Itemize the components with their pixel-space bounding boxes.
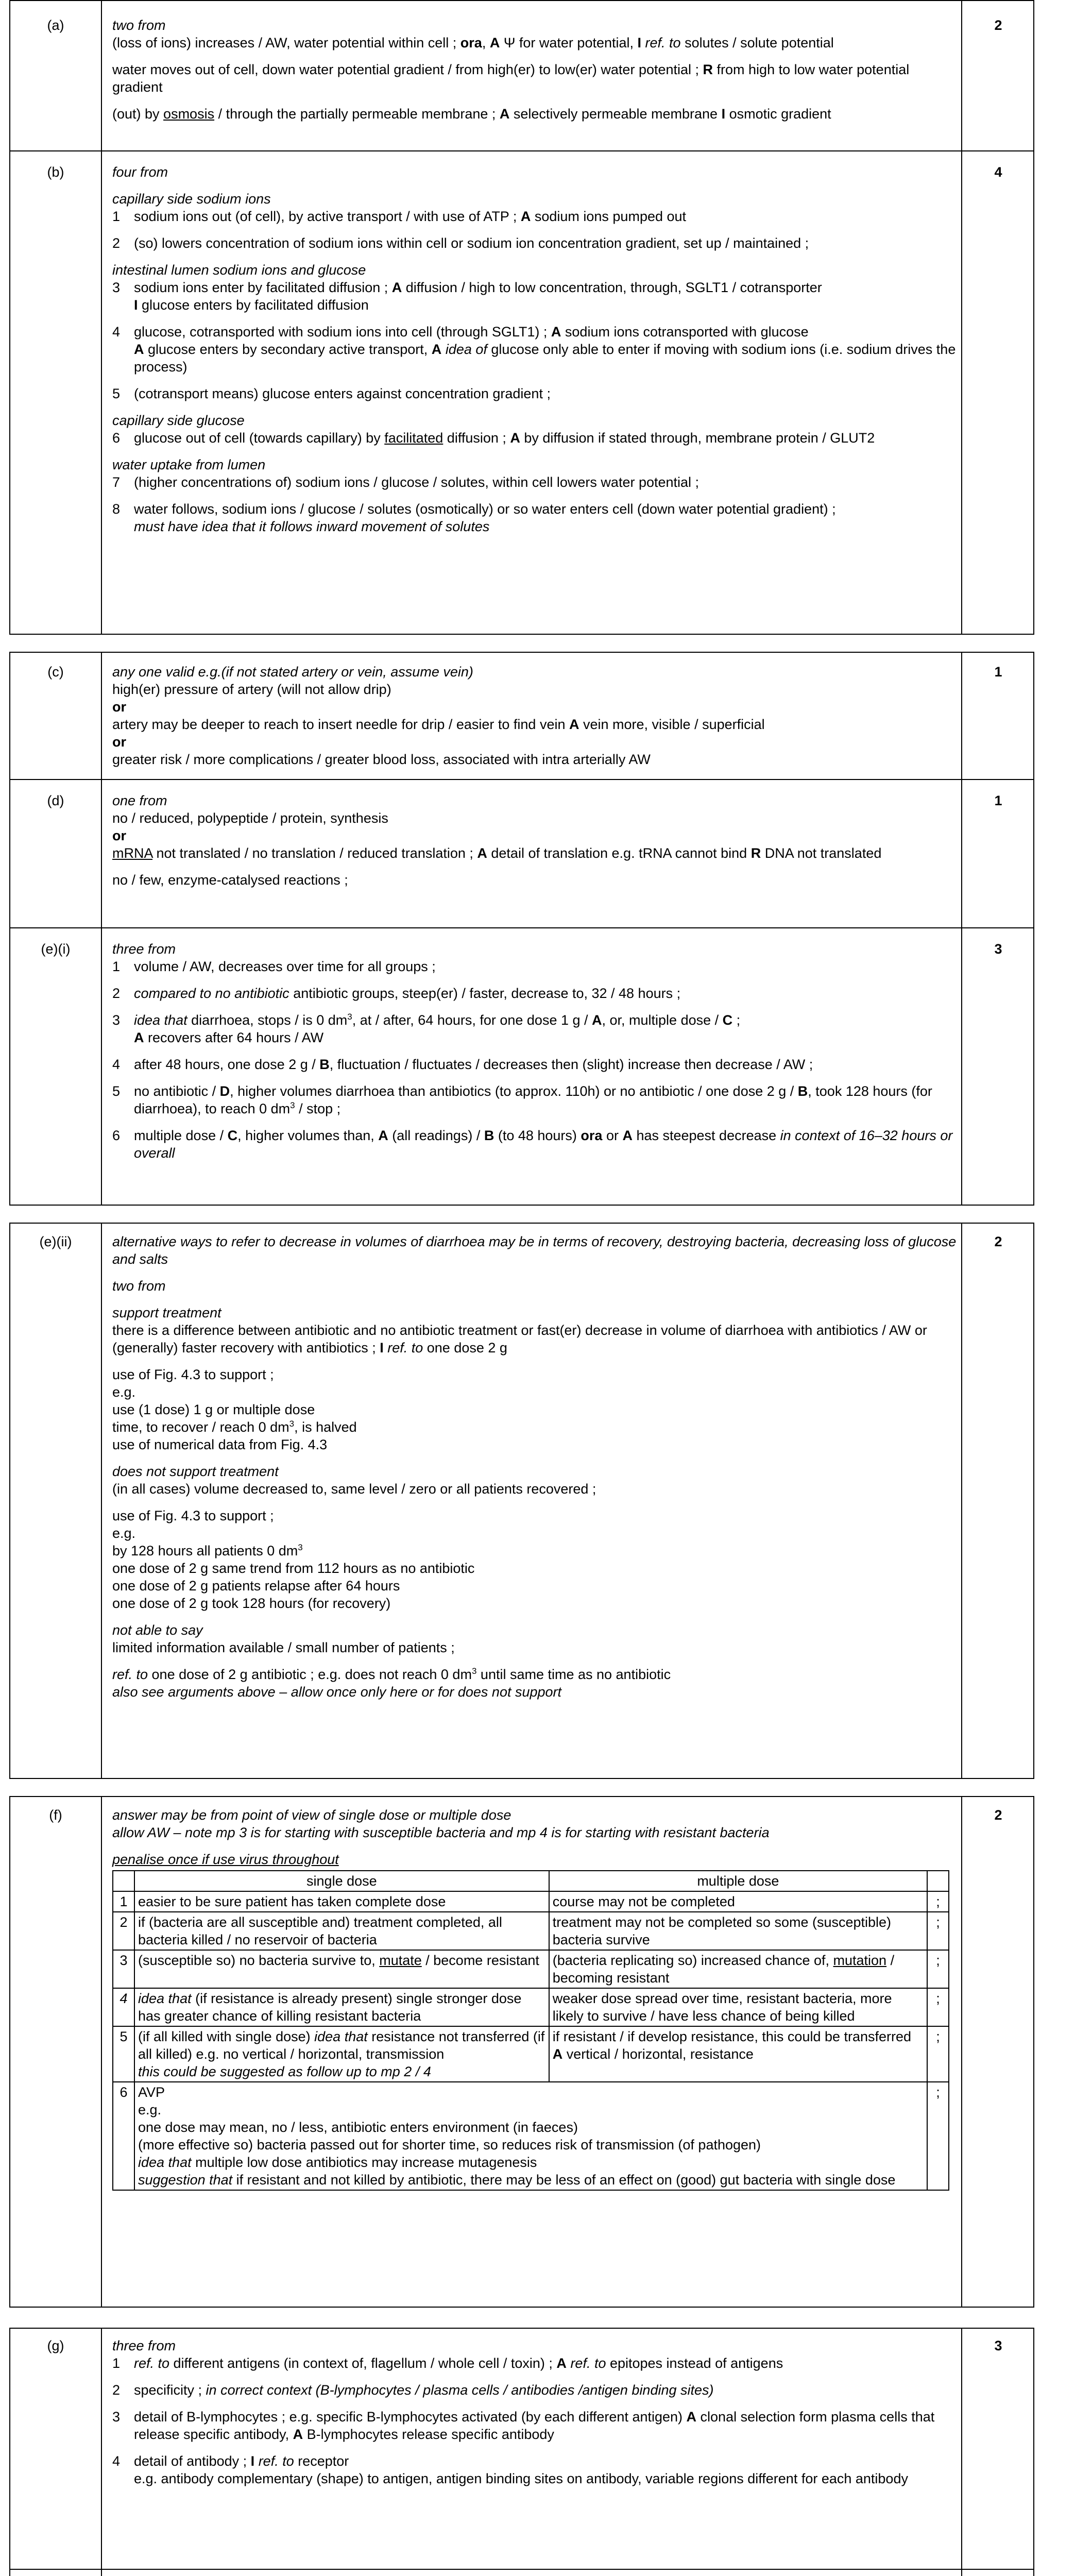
e2-unsure-1: limited information available / small number of patients ; — [112, 1640, 455, 1655]
e2-header: two from — [112, 1278, 166, 1294]
b-point-6: 6 glucose out of cell (towards capillary) by facilitated diffusion ; A by diffusion if stated through, membrane protein / GLUT2 — [112, 430, 875, 446]
b-point-5: 5 (cotransport means) glucose enters against concentration gradient ; — [112, 386, 551, 401]
e1-point-6: 6 multiple dose / C, higher volumes than, A (all readings) / B (to 48 hours) ora or A has steepest decrease in context of 16–32 hours or overall — [112, 1128, 953, 1161]
g-point-2: 2 specificity ; in correct context (B-lymphocytes / plasma cells / antibodies /antigen binding sites) — [112, 2382, 714, 2398]
d-header: one from — [112, 793, 167, 808]
b-point-4: 4 glucose, cotransported with sodium ions into cell (through SGLT1) ; A sodium ions cotransported with glucose A glucose enters by secondary active transport, A idea of glucose only able to enter if moving with sodium ions (i.e. sodium drives the process) — [112, 324, 956, 375]
b-point-2: 2 (so) lowers concentration of sodium ions within cell or sodium ion concentration gradient, set up / maintained ; — [112, 235, 809, 251]
answer-c — [112, 663, 957, 768]
part-label-e-i: (e)(i) — [41, 941, 71, 957]
marks-e-ii: 2 — [994, 1234, 1002, 1249]
e2-support-1: there is a difference between antibiotic and no antibiotic treatment or fast(er) decrease in volume of diarrhoea with antibiotics / AW or (generally) faster recovery with antibiotics ; I ref. to one dose 2 g — [112, 1323, 927, 1355]
e2-ref-line: ref. to one dose of 2 g antibiotic ; e.g. does not reach 0 $dm^3$ until same time as no antibiotic — [112, 1666, 671, 1682]
e2-not-support-4: by 128 hours all patients 0 $dm^3$ — [112, 1543, 303, 1558]
e2-not-support-6: one dose of 2 g patients relapse after 64 hours — [112, 1578, 400, 1594]
marks-c: 1 — [994, 664, 1002, 680]
table-header-row — [113, 1871, 949, 1891]
b-sub-3: capillary side glucose — [112, 413, 245, 428]
part-label-a: (a) — [47, 18, 64, 33]
e1-point-4: 4 after 48 hours, one dose 2 g / B, fluctuation / fluctuates / decreases then (slight) increase then decrease / AW ; — [112, 1057, 813, 1072]
e2-support-4: use (1 dose) 1 g or multiple dose — [112, 1402, 315, 1417]
e1-point-2: 2 compared to no antibiotic antibiotic groups, steep(er) / faster, decrease to, 32 / 48 hours ; — [112, 986, 681, 1001]
b-point-8: 8 water follows, sodium ions / glucose / solutes (osmotically) or so water enters cell (down water potential gradient) ; must have idea that it follows inward movement of solutes — [112, 501, 836, 534]
e2-not-support-2: use of Fig. 4.3 to support ; — [112, 1508, 274, 1523]
e2-intro: alternative ways to refer to decrease in volumes of diarrhoea may be in terms of recovery, destroying bacteria, decreasing loss of glucose and salts — [112, 1234, 957, 1267]
d-line-3: no / few, enzyme-catalysed reactions ; — [112, 872, 348, 888]
e2-support-3: e.g. — [112, 1384, 136, 1400]
e1-header: three from — [112, 941, 176, 957]
table-row: 4 idea that (if resistance is already present) single stronger dose has greater chance of killing resistant bacteria weaker dose spread over time, resistant bacteria, more likely to survive / have less chance of being killed ; — [113, 1988, 949, 2026]
table-row: 2 if (bacteria are all susceptible and) treatment completed, all bacteria killed / no reservoir of bacteria treatment may not be completed so some (susceptible) bacteria survive ; — [113, 1912, 949, 1950]
b-sub-2: intestinal lumen sodium ions and glucose — [112, 262, 366, 278]
e2-support-6: use of numerical data from Fig. 4.3 — [112, 1437, 328, 1452]
c-line-1: high(er) pressure of artery (will not allow drip) — [112, 682, 391, 697]
c-header: any one valid e.g.(if not stated artery or vein, assume vein) — [112, 664, 473, 680]
e2-also-see: also see arguments above – allow once only here or for does not support — [112, 1684, 562, 1700]
part-label-d: (d) — [47, 793, 64, 808]
d-line-2: mRNA not translated / no translation / reduced translation ; A detail of translation e.g. tRNA cannot bind R DNA not translated — [112, 845, 882, 861]
mark-scheme-box-e-ii — [9, 1223, 1034, 1779]
b-sub-4: water uptake from lumen — [112, 457, 266, 472]
marks-d: 1 — [994, 793, 1002, 808]
part-label-e-ii: (e)(ii) — [39, 1234, 72, 1249]
d-or: or — [112, 828, 126, 843]
answer-d — [112, 792, 957, 889]
a-point-2: water moves out of cell, down water potential gradient / from high(er) to low(er) water potential ; R from high to low water potential gradient — [112, 62, 910, 95]
b-point-1: 1 sodium ions out (of cell), by active transport / with use of ATP ; A sodium ions pumped out — [112, 209, 687, 224]
answer-b — [112, 163, 957, 535]
e1-point-1: 1 volume / AW, decreases over time for all groups ; — [112, 959, 436, 974]
dose-comparison-table — [112, 1870, 949, 2191]
e1-point-3: 3 idea that diarrhoea, stops / is 0 $dm^3$, at / after, 64 hours, for one dose 1 g / A, or, multiple dose / C ; A recovers after 64 hours / AW — [112, 1012, 741, 1045]
part-label-f: (f) — [49, 1807, 62, 1823]
c-line-3: greater risk / more complications / greater blood loss, associated with intra arterially AW — [112, 752, 651, 767]
e2-not-support-1: (in all cases) volume decreased to, same level / zero or all patients recovered ; — [112, 1481, 596, 1497]
b-point-3: 3 sodium ions enter by facilitated diffusion ; A diffusion / high to low concentration, through, SGLT1 / cotransporter I glucose enters by facilitated diffusion — [112, 280, 822, 313]
part-label-g: (g) — [47, 2338, 64, 2353]
table-row: 5 (if all killed with single dose) idea that resistance not transferred (if all killed) e.g. no vertical / horizontal, transmission this could be suggested as follow up to mp 2 / 4 if resistant / if develop resistance, this could be transferred A vertical / horizontal, resistance ; — [113, 2026, 949, 2082]
d-line-1: no / reduced, polypeptide / protein, synthesis — [112, 810, 388, 826]
e2-sub-support: support treatment — [112, 1305, 221, 1320]
e2-sub-not-support: does not support treatment — [112, 1464, 279, 1479]
g-point-4: 4 detail of antibody ; I ref. to receptor e.g. antibody complementary (shape) to antigen, antigen binding sites on antibody, variable regions different for each antibody — [112, 2453, 908, 2486]
marks-f: 2 — [994, 1807, 1002, 1823]
table-row: 3 (susceptible so) no bacteria survive to, mutate / become resistant (bacteria replicating so) increased chance of, mutation / becoming resistant ; — [113, 1950, 949, 1988]
a-point-3: (out) by osmosis / through the partially permeable membrane ; A selectively permeable membrane I osmotic gradient — [112, 106, 831, 122]
e1-point-5: 5 no antibiotic / D, higher volumes diarrhoea than antibiotics (to approx. 110h) or no antibiotic / one dose 2 g / B, took 128 hours (for diarrhoea), to reach 0 $dm^3$ / stop ; — [112, 1083, 932, 1116]
f-intro-3: penalise once if use virus throughout — [112, 1852, 339, 1867]
mark-scheme-box-g-h — [9, 2328, 1034, 2576]
marks-e-i: 3 — [994, 941, 1002, 957]
c-or-1: or — [112, 699, 126, 715]
table-row: 1 easier to be sure patient has taken complete dose course may not be completed ; — [113, 1891, 949, 1912]
g-header: three from — [112, 2338, 176, 2353]
col-header-single-dose: single dose — [134, 1871, 549, 1891]
b-header: four from — [112, 164, 168, 180]
marks-b: 4 — [994, 164, 1002, 180]
col-header-multiple-dose: multiple dose — [549, 1871, 927, 1891]
mark-scheme-box-c-d-e — [9, 652, 1034, 1206]
answer-f — [112, 1806, 957, 2191]
c-line-2: artery may be deeper to reach to insert needle for drip / easier to find vein A vein more, visible / superficial — [112, 717, 765, 732]
marks-g: 3 — [994, 2338, 1002, 2353]
e2-support-2: use of Fig. 4.3 to support ; — [112, 1367, 274, 1382]
mark-scheme-box-a-b — [9, 0, 1034, 635]
a-point-1: (loss of ions) increases / AW, water potential within cell ; ora, A Ψ for water potential, I ref. to solutes / solute potential — [112, 35, 834, 50]
answer-a — [112, 16, 957, 123]
e2-not-support-5: one dose of 2 g same trend from 112 hours as no antibiotic — [112, 1561, 475, 1576]
e2-not-support-7: one dose of 2 g took 128 hours (for recovery) — [112, 1596, 391, 1611]
a-header: two from — [112, 18, 166, 33]
g-point-3: 3 detail of B-lymphocytes ; e.g. specific B-lymphocytes activated (by each different antigen) A clonal selection form plasma cells that release specific antibody, A B-lymphocytes release specific antibody — [112, 2409, 935, 2442]
b-point-7: 7 (higher concentrations of) sodium ions / glucose / solutes, within cell lowers water potential ; — [112, 474, 699, 490]
part-label-c: (c) — [47, 664, 64, 680]
part-label-b: (b) — [47, 164, 64, 180]
g-point-1: 1 ref. to different antigens (in context of, flagellum / whole cell / toxin) ; A ref. to epitopes instead of antigens — [112, 2355, 783, 2371]
c-or-2: or — [112, 734, 126, 750]
answer-g — [112, 2337, 957, 2487]
table-row: 6 AVP e.g. one dose may mean, no / less, antibiotic enters environment (in faeces) (more effective so) bacteria passed out for shorter time, so reduces risk of transmission (of pathogen) idea that multiple low dose antibiotics may increase mutagenesis suggestion that if resistant and not killed by antibiotic, there may be less of an effect on (good) gut bacteria with single dose ; — [113, 2082, 949, 2190]
marks-a: 2 — [994, 18, 1002, 33]
e2-sub-unsure: not able to say — [112, 1622, 203, 1638]
mark-scheme-box-f — [9, 1796, 1034, 2308]
f-intro-2: allow AW – note mp 3 is for starting with susceptible bacteria and mp 4 is for starting with resistant bacteria — [112, 1825, 770, 1840]
b-sub-1: capillary side sodium ions — [112, 191, 271, 207]
e2-support-5: time, to recover / reach 0 $dm^3$, is halved — [112, 1419, 357, 1435]
answer-e-ii — [112, 1233, 957, 1701]
f-intro-1: answer may be from point of view of single dose or multiple dose — [112, 1807, 511, 1823]
answer-e-i — [112, 940, 957, 1162]
e2-not-support-3: e.g. — [112, 1526, 136, 1541]
